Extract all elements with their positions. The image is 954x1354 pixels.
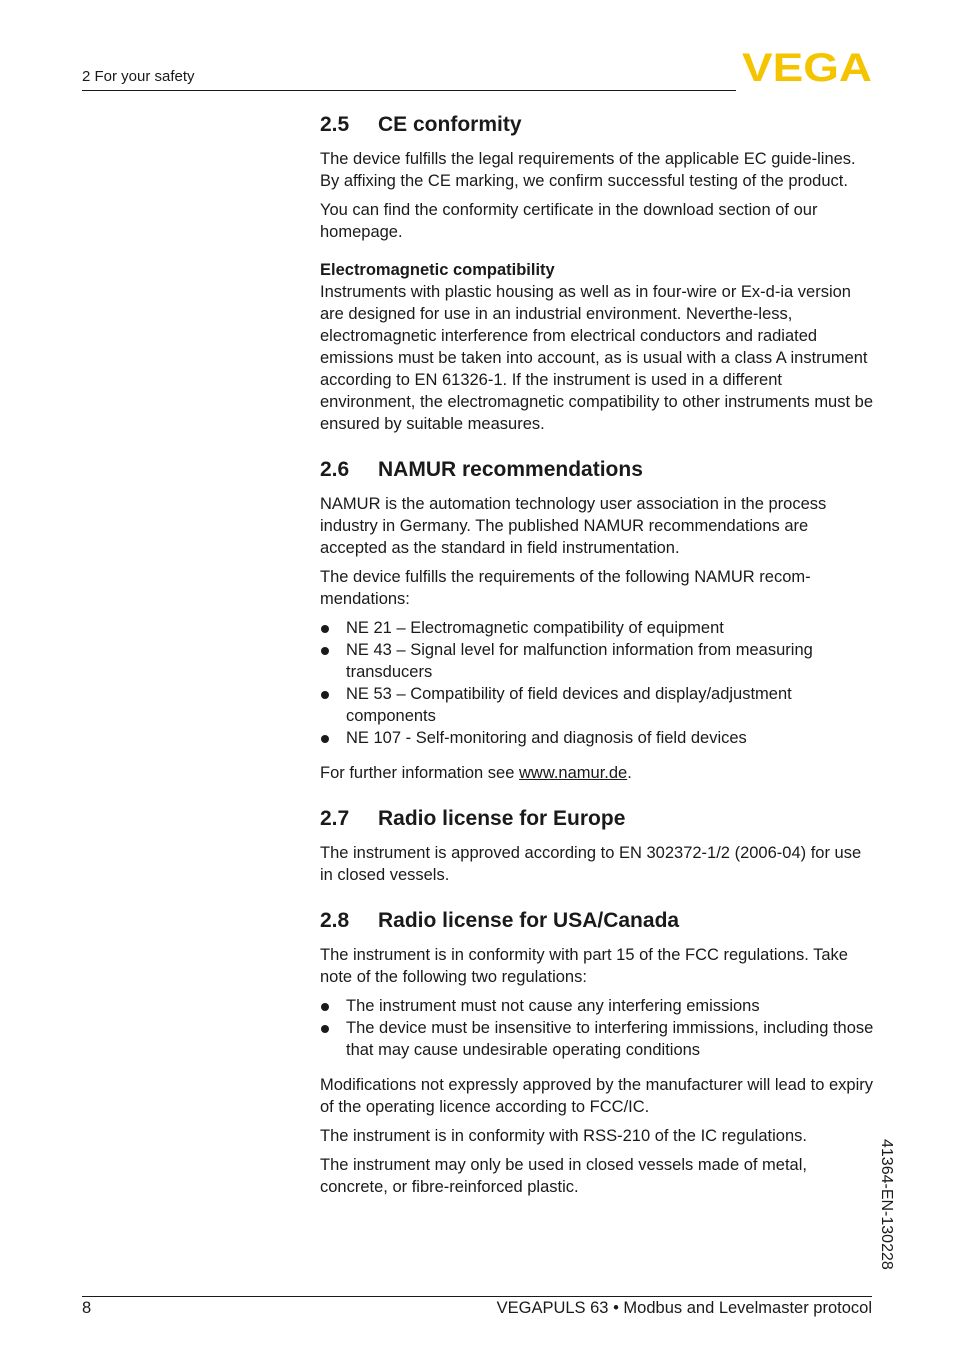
list-item: NE 43 – Signal level for malfunction information from measuring transducers bbox=[320, 639, 876, 683]
paragraph: The instrument is in conformity with RSS-210 of the IC regulations. bbox=[320, 1127, 807, 1145]
fcc-list bbox=[320, 995, 876, 1061]
paragraph: The instrument may only be used in closed vessels made of metal, concrete, or fibre-reinforced plastic. bbox=[320, 1156, 807, 1196]
namur-link[interactable]: www.namur.de bbox=[519, 764, 628, 782]
paragraph: The instrument is approved according to EN 302372-1/2 (2006-04) for use in closed vessels. bbox=[320, 844, 862, 884]
main-content bbox=[320, 112, 876, 1220]
paragraph: NAMUR is the automation technology user association in the process industry in Germany. The published NAMUR recommendations are accepted as the standard in field instrumentation. bbox=[320, 495, 827, 557]
paragraph: You can find the conformity certificate in the download section of our homepage. bbox=[320, 201, 818, 241]
list-item: The device must be insensitive to interfering immissions, including those that may cause undesirable operating conditions bbox=[320, 1017, 876, 1061]
list-item: NE 107 - Self-monitoring and diagnosis of field devices bbox=[320, 727, 876, 749]
namur-list bbox=[320, 617, 876, 749]
list-item: The instrument must not cause any interfering emissions bbox=[320, 995, 876, 1017]
paragraph: For further information see www.namur.de. bbox=[320, 764, 632, 782]
page-number: 8 bbox=[82, 1299, 92, 1317]
section-namur bbox=[320, 457, 876, 784]
section-radio-europe bbox=[320, 806, 876, 886]
footer-divider bbox=[82, 1296, 872, 1297]
paragraph: The device fulfills the requirements of the following NAMUR recom-mendations: bbox=[320, 568, 811, 608]
footer-title: VEGAPULS 63 • Modbus and Levelmaster protocol bbox=[496, 1299, 872, 1317]
document-id: 41364-EN-130228 bbox=[878, 1139, 895, 1270]
section-ce-conformity bbox=[320, 112, 876, 435]
paragraph: The instrument is in conformity with part 15 of the FCC regulations. Take note of the following two regulations: bbox=[320, 946, 848, 986]
section-heading: 2.7 Radio license for Europe bbox=[320, 807, 626, 830]
vega-logo-text: VEGA bbox=[742, 50, 872, 84]
list-item: NE 21 – Electromagnetic compatibility of equipment bbox=[320, 617, 876, 639]
header-divider bbox=[82, 90, 736, 91]
subheading: Electromagnetic compatibility bbox=[320, 261, 555, 279]
section-heading: 2.5 CE conformity bbox=[320, 113, 522, 136]
paragraph: The device fulfills the legal requirements of the applicable EC guide-lines. By affixing the CE marking, we confirm successful testing of the product. bbox=[320, 150, 856, 190]
section-radio-usa-canada bbox=[320, 908, 876, 1198]
section-heading: 2.8 Radio license for USA/Canada bbox=[320, 909, 680, 932]
paragraph: Instruments with plastic housing as well as in four-wire or Ex-d-ia version are designed for use in an industrial environment. Neverthe-less, electromagnetic interference from electrical conductors and radiated emissions must be taken into account, as is usual with a class A instrument according to EN 61326-1. If the instrument is used in a different environment, the electromagnetic compatibility to other instruments must be ensured by suitable measures. bbox=[320, 283, 874, 433]
section-heading: 2.6 NAMUR recommendations bbox=[320, 458, 643, 481]
list-item: NE 53 – Compatibility of field devices and display/adjustment components bbox=[320, 683, 876, 727]
running-header: 2 For your safety bbox=[82, 68, 195, 85]
vega-logo bbox=[742, 50, 872, 84]
paragraph: Modifications not expressly approved by the manufacturer will lead to expiry of the operating licence according to FCC/IC. bbox=[320, 1076, 874, 1116]
